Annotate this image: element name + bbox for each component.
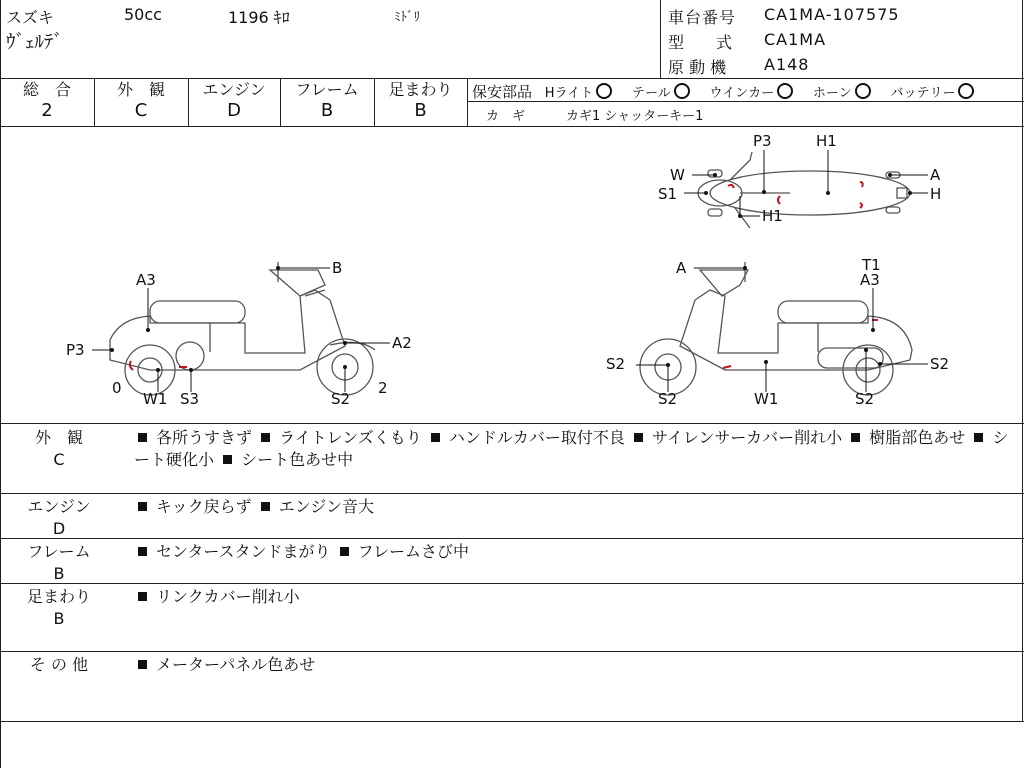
- note-item: リンクカバー削れ小: [156, 587, 300, 606]
- diagram-label: A2: [392, 334, 412, 352]
- section-engine-notes: [134, 496, 1014, 518]
- safety-item: バッテリー: [890, 86, 956, 101]
- bullet-icon: [138, 592, 147, 601]
- mileage: 1196 ｷﾛ: [228, 8, 290, 27]
- section-line-3: [0, 583, 1024, 584]
- type-value: CA1MA: [764, 30, 827, 49]
- section-suspension-notes: [134, 586, 1014, 608]
- section-frame-notes: [134, 541, 1014, 563]
- section-line-2: [0, 538, 1024, 539]
- diagram-label: P3: [66, 341, 85, 359]
- damage-diagram: [0, 127, 1022, 423]
- section-suspension-header: [0, 586, 118, 630]
- grade-divider: [467, 78, 468, 126]
- section-engine-header: [0, 496, 118, 540]
- ok-circle-icon: [596, 83, 612, 99]
- note-item: ハンドルカバー取付不良: [448, 428, 625, 447]
- section-title: 外 観: [34, 428, 83, 447]
- note-item: フレームさび中: [357, 542, 470, 561]
- bullet-icon: [851, 433, 860, 442]
- diagram-label: W1: [754, 390, 779, 408]
- bullet-icon: [974, 433, 983, 442]
- engine-value: A148: [764, 55, 810, 74]
- safety-item: Hライト: [544, 86, 594, 101]
- section-exterior-notes: [134, 427, 1014, 471]
- diagram-label: S3: [180, 390, 200, 408]
- diagram-label: A3: [136, 271, 156, 289]
- grade-frame: [280, 80, 374, 122]
- header-divider: [660, 0, 661, 78]
- bullet-icon: [261, 433, 270, 442]
- section-grade: B: [53, 609, 65, 628]
- grade-value: C: [134, 100, 148, 121]
- section-frame-header: [0, 541, 118, 585]
- border-right: [1022, 0, 1023, 722]
- section-exterior-header: [0, 427, 118, 471]
- section-title: フレーム: [27, 542, 91, 561]
- diagram-label: P3: [753, 132, 772, 150]
- key-label: カ ギ: [486, 109, 526, 124]
- bullet-icon: [340, 547, 349, 556]
- diagram-label: T1: [862, 256, 881, 274]
- key-value: カギ1 シャッターキー1: [566, 109, 704, 124]
- grade-value: B: [414, 100, 427, 121]
- engine-label: 原 動 機: [668, 58, 727, 77]
- diagram-label: W1: [143, 390, 168, 408]
- grade-value: 2: [41, 100, 53, 121]
- grade-label: 足まわり: [388, 80, 453, 99]
- section-line-4: [0, 651, 1024, 652]
- note-item: シート硬化小: [134, 428, 1009, 469]
- safety-row: [472, 81, 977, 102]
- bullet-icon: [138, 502, 147, 511]
- safety-item: ホーン: [812, 86, 852, 101]
- diagram-label: S2: [331, 390, 351, 408]
- diagram-label: S2: [855, 390, 875, 408]
- diagram-label: 2: [378, 379, 388, 397]
- type-label: 型 式: [668, 33, 733, 52]
- section-other-header: [0, 654, 118, 676]
- diagram-label: B: [332, 259, 343, 277]
- safety-item: ウインカー: [709, 86, 775, 101]
- diagram-label: H1: [816, 132, 837, 150]
- grade-engine: [188, 80, 280, 122]
- note-item: シート色あせ中: [241, 450, 354, 469]
- maker: スズキ: [6, 8, 55, 27]
- note-item: 各所うすきず: [156, 428, 253, 447]
- note-item: メーターパネル色あせ: [156, 655, 316, 674]
- displacement: 50cc: [124, 5, 162, 24]
- grade-label: 総 合: [22, 80, 71, 99]
- section-title: 足まわり: [26, 587, 91, 606]
- grade-label: フレーム: [295, 80, 359, 99]
- ok-circle-icon: [958, 83, 974, 99]
- grade-suspension: [374, 80, 467, 122]
- grade-value: D: [227, 100, 241, 121]
- model-name: ｳﾞｪﾙﾃﾞ: [6, 31, 64, 53]
- note-item: センタースタンドまがり: [156, 542, 331, 561]
- section-title: そ の 他: [29, 655, 89, 674]
- bullet-icon: [431, 433, 440, 442]
- bullet-icon: [261, 502, 270, 511]
- safety-item: テール: [631, 86, 671, 101]
- grade-label: 外 観: [116, 80, 165, 99]
- note-item: 樹脂部色あせ: [869, 428, 966, 447]
- section-grade: C: [53, 450, 65, 469]
- diagram-label: S1: [658, 185, 678, 203]
- ok-circle-icon: [777, 83, 793, 99]
- diagram-label: S2: [658, 390, 678, 408]
- header-bottom-line: [0, 78, 1024, 79]
- frame-number: CA1MA-107575: [764, 5, 900, 24]
- diagram-label: A3: [860, 271, 880, 289]
- bullet-icon: [138, 660, 147, 669]
- grade-value: B: [320, 100, 334, 121]
- diagram-label: W: [670, 166, 685, 184]
- diagram-label: 0: [112, 379, 122, 397]
- diagram-label: A: [676, 259, 687, 277]
- grade-overall: [0, 80, 94, 122]
- section-grade: D: [52, 519, 66, 538]
- section-title: エンジン: [27, 497, 91, 516]
- diagram-label: H: [930, 185, 942, 203]
- note-item: エンジン音大: [278, 497, 374, 516]
- diagram-bottom-line: [0, 423, 1024, 424]
- section-line-1: [0, 493, 1024, 494]
- grade-label: エンジン: [202, 80, 266, 99]
- frame-number-label: 車台番号: [668, 8, 737, 27]
- note-item: サイレンサーカバー削れ小: [651, 428, 843, 447]
- ok-circle-icon: [855, 83, 871, 99]
- note-item: キック戻らず: [156, 497, 252, 516]
- diagram-label: A: [930, 166, 941, 184]
- bullet-icon: [223, 455, 232, 464]
- grade-exterior: [94, 80, 188, 122]
- section-line-5: [0, 721, 1024, 722]
- diagram-label: S2: [606, 355, 626, 373]
- bullet-icon: [138, 433, 147, 442]
- section-other-notes: [134, 654, 1014, 676]
- bullet-icon: [138, 547, 147, 556]
- bullet-icon: [634, 433, 643, 442]
- ok-circle-icon: [674, 83, 690, 99]
- diagram-label: S2: [930, 355, 950, 373]
- safety-label: 保安部品: [472, 83, 533, 101]
- color: ﾐﾄﾞﾘ: [394, 10, 420, 25]
- note-item: ライトレンズくもり: [279, 428, 422, 447]
- diagram-label: H1: [762, 207, 783, 225]
- section-grade: B: [53, 564, 65, 583]
